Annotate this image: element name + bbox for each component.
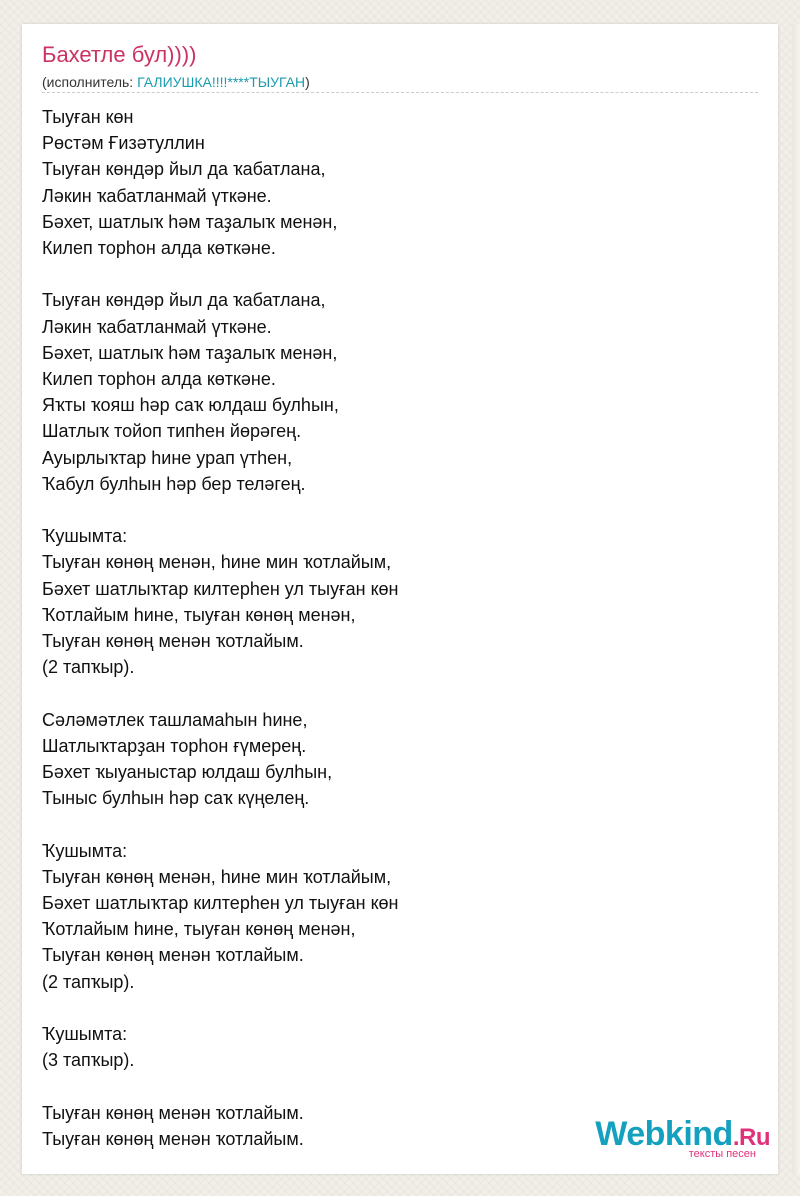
artist-prefix: (исполнитель: [42, 74, 138, 90]
stanza-break [42, 995, 398, 1021]
lyric-line: Яҡты ҡояш һәр саҡ юлдаш булһын, [42, 395, 339, 416]
lyric-line: Тыуған көн [42, 107, 134, 127]
divider [42, 92, 758, 93]
stanza-break [42, 1073, 398, 1099]
lyric-line: Килеп торһон алда көткәне. [42, 238, 276, 259]
lyric-line: Ҡушымта: [42, 526, 128, 547]
lyric-line: Тыуған көнөң менән ҡотлайым. [42, 1128, 304, 1149]
lyric-line: Килеп торһон алда көткәне. [42, 369, 276, 390]
lyrics-text [42, 104, 398, 1152]
lyric-line: Сәләмәтлек ташламаһын һине, [42, 709, 308, 730]
lyric-line: Тыуған көнөң менән ҡотлайым. [42, 631, 304, 652]
lyric-line: Тыуған көнөң менән ҡотлайым. [42, 945, 304, 966]
lyric-line: Ләкин ҡабатланмай үткәне. [42, 185, 272, 206]
logo-main-text: Webkind [595, 1115, 733, 1153]
lyric-line: Ҡабул булһын һәр бер теләгең. [42, 473, 306, 494]
stanza-break [42, 497, 398, 523]
lyric-line: Бәхет, шатлыҡ һәм таҙалыҡ менән, [42, 211, 338, 232]
lyric-line: Шатлыҡтарҙан торһон ғүмерең. [42, 735, 307, 756]
logo-tagline: тексты песен [688, 1148, 756, 1160]
page-edge-strip [792, 24, 800, 1174]
lyric-line: Ҡушымта: [42, 1024, 128, 1045]
lyric-line: Рөстәм Ғизәтуллин [42, 133, 205, 154]
lyric-line: Бәхет шатлыҡтар килтерһен ул тыуған көн [42, 893, 399, 914]
lyric-line: (2 тапҡыр). [42, 657, 135, 678]
lyric-line: Ҡушымта: [42, 840, 128, 861]
artist-link[interactable]: ГАЛИУШКА!!!!****ТЫУГАН [137, 74, 306, 90]
stanza-break [42, 811, 398, 837]
site-logo[interactable] [595, 1115, 770, 1160]
lyric-line: Бәхет шатлыҡтар килтерһен ул тыуған көн [42, 578, 399, 599]
lyric-line: Ҡотлайым һине, тыуған көнөң менән, [42, 604, 356, 625]
lyric-line: Ҡотлайым һине, тыуған көнөң менән, [42, 919, 356, 940]
lyric-line: Тыуған көнөң менән ҡотлайым. [42, 1102, 304, 1123]
lyric-line: Тыуған көнөң менән, һине мин ҡотлайым, [42, 552, 392, 573]
lyric-line: Тыныс булһын һәр саҡ күңелең. [42, 788, 310, 809]
lyric-line: Ауырлыҡтар һине урап үтһен, [42, 447, 293, 468]
artist-line [42, 74, 310, 90]
lyric-line: Тыуған көнөң менән, һине мин ҡотлайым, [42, 866, 392, 887]
lyric-line: Шатлыҡ тойоп типһен йөрәгең. [42, 421, 302, 442]
lyric-line: (3 тапҡыр). [42, 1050, 135, 1071]
stanza-break [42, 680, 398, 706]
lyric-line: (2 тапҡыр). [42, 971, 135, 992]
song-title: Бахетле бул)))) [42, 42, 197, 67]
lyric-line: Тыуған көндәр йыл да ҡабатлана, [42, 290, 326, 311]
lyric-line: Бәхет, шатлыҡ һәм таҙалыҡ менән, [42, 342, 338, 363]
artist-suffix: ) [305, 74, 310, 90]
lyric-line: Тыуған көндәр йыл да ҡабатлана, [42, 159, 326, 180]
logo-tld: .Ru [732, 1124, 770, 1151]
stanza-break [42, 261, 398, 287]
lyrics-card [22, 24, 778, 1174]
lyric-line: Ләкин ҡабатланмай үткәне. [42, 316, 272, 337]
lyric-line: Бәхет ҡыуаныстар юлдаш булһын, [42, 762, 333, 783]
